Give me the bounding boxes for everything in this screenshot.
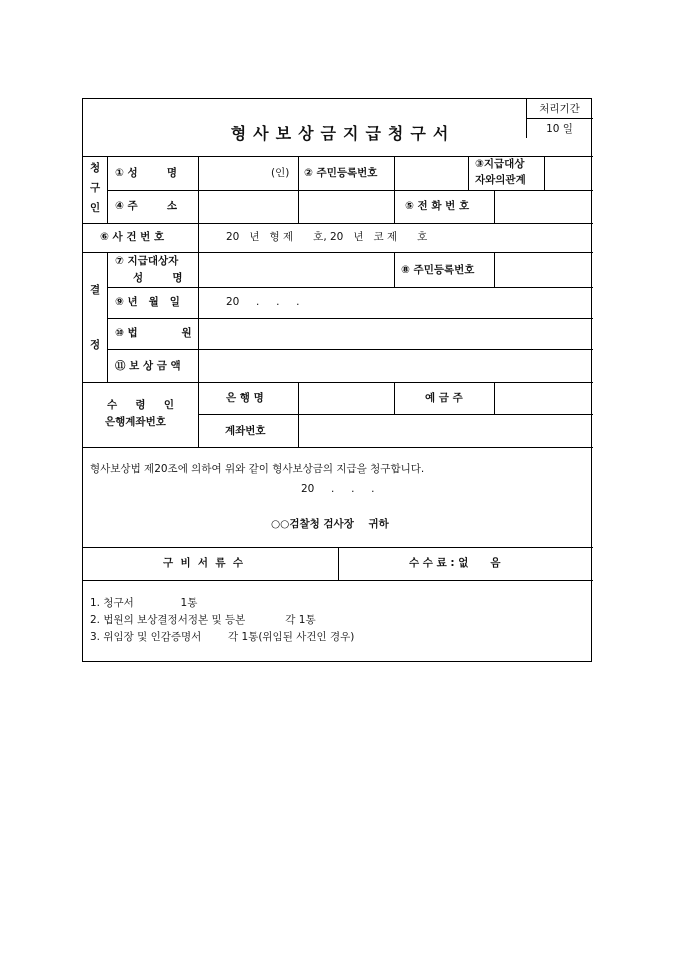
row-divider	[83, 252, 593, 253]
claimant-side-label-2: 구	[90, 182, 101, 194]
claim-statement: 형사보상법 제20조에 의하여 위와 같이 형사보상금의 지급을 청구합니다.	[90, 463, 425, 475]
column-divider	[298, 382, 299, 447]
fee-label: 수 수 료 : 없 음	[409, 557, 501, 569]
required-docs-header: 구 비 서 류 수	[163, 557, 243, 569]
account-number-label: 계좌번호	[225, 425, 266, 437]
row-divider	[83, 447, 593, 448]
column-divider	[544, 156, 545, 190]
column-divider	[494, 252, 495, 287]
recipient-label-2: 은행계좌번호	[105, 416, 166, 428]
decision-side-label-bottom: 정	[90, 339, 101, 351]
seal-mark: (인)	[271, 167, 290, 179]
target-name-label-2: 성 명	[133, 272, 183, 284]
document-item: 2. 법원의 보상결정서정본 및 등본 각 1통	[90, 614, 316, 626]
case-number-value: 20 년 형 제 호, 20 년 코 제 호	[226, 231, 428, 243]
document-item: 3. 위임장 및 인감증명서 각 1통(위임된 사건인 경우)	[90, 631, 355, 643]
amount-label: ⑪ 보 상 금 액	[115, 360, 181, 372]
target-rrn-label: ⑧ 주민등록번호	[401, 264, 475, 276]
decision-date-label: ⑨ 년 월 일	[115, 296, 180, 308]
column-divider	[394, 156, 395, 223]
column-divider	[494, 382, 495, 414]
column-divider	[494, 190, 495, 223]
column-divider	[298, 156, 299, 223]
column-divider	[394, 252, 395, 287]
claimant-rrn-label: ② 주민등록번호	[304, 167, 378, 179]
decision-date-value: 20 . . .	[226, 296, 300, 308]
target-name-label-1: ⑦ 지급대상자	[115, 255, 179, 267]
form-title: 형사보상금지급청구서	[230, 124, 456, 143]
row-divider	[107, 190, 593, 191]
column-divider	[338, 547, 339, 580]
recipient-label-1: 수 령 인	[107, 399, 174, 411]
column-divider	[468, 156, 469, 190]
claimant-side-label-1: 청	[90, 162, 101, 174]
row-divider	[107, 349, 593, 350]
statement-date: 20 . . .	[301, 483, 375, 495]
row-divider	[83, 156, 593, 157]
column-divider	[394, 382, 395, 414]
row-divider	[83, 580, 593, 581]
account-holder-label: 예 금 주	[425, 392, 463, 404]
claimant-side-label-3: 인	[90, 202, 101, 214]
processing-period-label: 처리기간	[539, 103, 580, 115]
document-item: 1. 청구서 1통	[90, 597, 198, 609]
row-divider	[526, 118, 593, 119]
row-divider	[83, 382, 593, 383]
row-divider	[83, 223, 593, 224]
court-label: ⑩ 법 원	[115, 327, 192, 339]
decision-side-label-top: 결	[90, 284, 101, 296]
compensation-claim-form	[82, 98, 592, 662]
relation-label-2: 자와의관계	[475, 174, 526, 186]
processing-period-value: 10 일	[546, 123, 573, 135]
relation-label-1: ③지급대상	[475, 158, 525, 170]
claimant-name-label: ① 성 명	[115, 167, 178, 179]
claimant-address-label: ④ 주 소	[115, 200, 178, 212]
row-divider	[107, 287, 593, 288]
row-divider	[107, 318, 593, 319]
recipient-office: ○○검찰청 검사장 귀하	[271, 518, 389, 530]
column-divider	[198, 156, 199, 447]
row-divider	[198, 414, 593, 415]
column-divider	[107, 252, 108, 382]
bank-name-label: 은 행 명	[226, 392, 264, 404]
column-divider	[107, 156, 108, 223]
claimant-phone-label: ⑤ 전 화 번 호	[405, 200, 470, 212]
case-number-label: ⑥ 사 건 번 호	[100, 231, 165, 243]
